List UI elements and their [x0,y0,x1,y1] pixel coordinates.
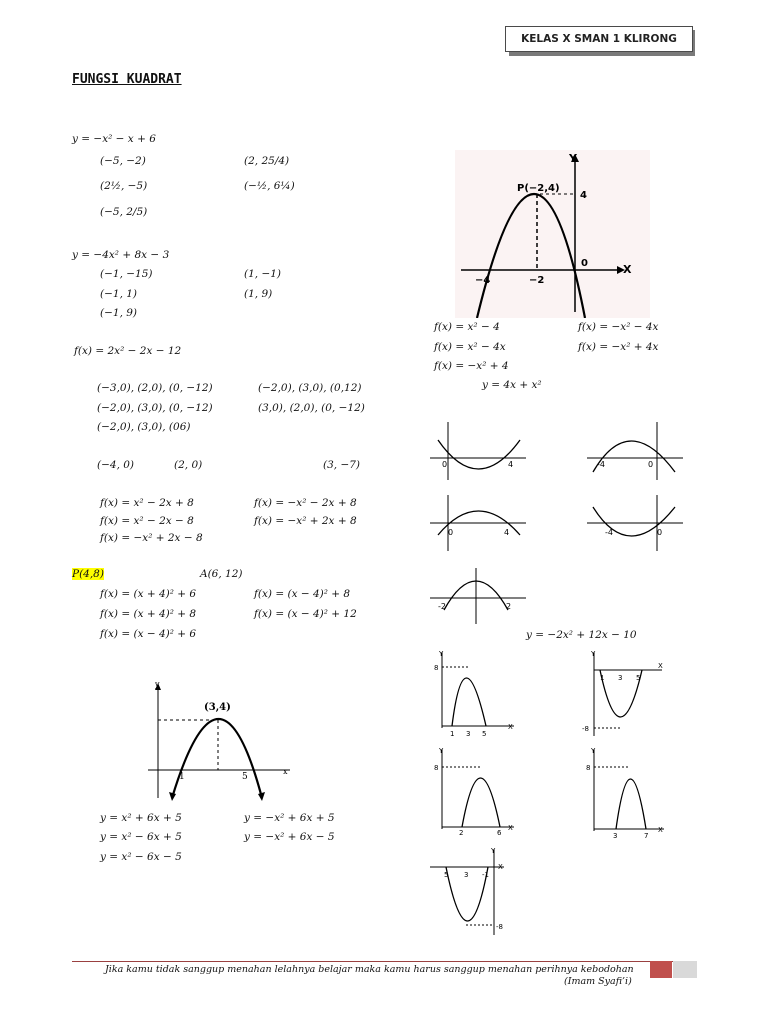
label-x3: 5 [636,674,641,682]
label-x2: 6 [497,829,502,837]
y-axis-letter: Y [591,747,596,755]
vertex-label: P(−2,4) [517,183,560,194]
label-x3: -1 [482,871,489,879]
q10-graph-e [428,845,523,937]
q3-option-e: (−2,0), (3,0), (06) [97,421,191,433]
q10-graph-b [580,648,670,738]
q3-equation: f(x) = 2x² − 2x − 12 [74,345,182,357]
header-badge [505,26,697,58]
y-axis-letter: Y [439,650,444,658]
q6-option-c: f(x) = (x + 4)² + 8 [100,608,197,620]
label-x2: 3 [466,730,471,738]
q6-option-a: f(x) = (x + 4)² + 6 [100,588,197,600]
parabola-curve [172,719,262,798]
q5-option-c: f(x) = x² − 2x − 8 [100,515,194,527]
q2-option-b: (1, −1) [244,268,282,280]
label-0: 0 [442,460,448,469]
q3-option-b: (−2,0), (3,0), (0,12) [258,382,362,394]
q5-option-d: f(x) = −x² + 2x + 8 [254,515,357,527]
q1-equation: y = −x² − x + 6 [72,133,156,145]
graph-vertex-p [455,150,650,318]
vertex-label: (3,4) [204,702,231,713]
q1-option-d: (−½, 6¼) [244,180,295,192]
page-title: FUNGSI KUADRAT [72,72,182,87]
q1-option-b: (2, 25/4) [244,155,290,167]
label-y: 8 [434,764,439,772]
label-4: 4 [508,460,514,469]
footer-accent-gray [673,961,697,978]
q7-option-a: y = x² + 6x + 5 [100,812,182,824]
y-axis-letter: y [155,680,160,689]
q6-option-b: f(x) = (x − 4)² + 8 [254,588,351,600]
label-neg4: -4 [597,460,605,469]
label-neg2: -2 [438,602,446,611]
q1-option-e: (−5, 2/5) [100,206,148,218]
q2-option-e: (−1, 9) [100,307,138,319]
footer-author: (Imam Syafi’i) [564,976,632,987]
x-axis-letter: X [498,863,503,871]
header-label: KELAS X SMAN 1 KLIRONG [505,26,693,52]
label-x2: 7 [644,832,649,840]
q4-option-a: (−4, 0) [97,459,135,471]
y-axis-letter: Y [591,650,596,658]
x-label-neg4: −4 [475,275,491,286]
label-2: 2 [506,602,512,611]
label-x1: 5 [444,871,449,879]
q2-equation: y = −4x² + 8x − 3 [72,249,170,261]
x-axis-letter: X [658,826,663,834]
x-axis-letter: x [283,767,288,776]
q3-option-a: (−3,0), (2,0), (0, −12) [97,382,213,394]
footer-divider [72,961,697,962]
q2-option-c: (−1, 1) [100,288,138,300]
label-x1: 1 [600,674,605,682]
q5-option-a: f(x) = x² − 2x + 8 [100,497,194,509]
q7-option-b: y = −x² + 6x + 5 [244,812,335,824]
x-label-neg2: −2 [529,275,545,286]
label-4: 4 [504,528,510,537]
q8-option-d: f(x) = −x² + 4x [578,341,659,353]
q9-graph-b [585,420,685,482]
x-axis-letter: X [508,824,513,832]
q10-graph-c [428,745,523,837]
label-y: -8 [496,923,503,931]
label-y: -8 [582,725,589,733]
origin-label: 0 [581,258,588,269]
q9-graph-d [585,493,685,553]
q7-option-d: y = −x² + 6x − 5 [244,831,335,843]
parabola-curve [462,778,500,827]
parabola-curve [593,441,675,472]
x-label-1: 1 [179,772,185,782]
x-axis-letter: X [658,662,663,670]
q9-graph-c [428,493,528,553]
q7-option-e: y = x² − 6x − 5 [100,851,182,863]
label-x1: 3 [613,832,618,840]
q6-option-e: f(x) = (x − 4)² + 6 [100,628,197,640]
x-axis-letter: X [508,723,513,731]
label-x3: 5 [482,730,487,738]
label-0: 0 [448,528,454,537]
q3-option-d: (3,0), (2,0), (0, −12) [258,402,365,414]
q8-option-a: f(x) = x² − 4 [434,321,500,333]
x-label-5: 5 [242,772,248,782]
q9-equation: y = 4x + x² [482,379,542,391]
label-x1: 1 [450,730,455,738]
footer-accent-red [650,961,672,978]
q8-option-b: f(x) = −x² − 4x [578,321,659,333]
q9-graph-a [428,420,528,482]
label-y: 8 [586,764,591,772]
parabola-curve [452,678,486,726]
q6-point-p: P(4,8) [72,568,104,580]
label-0: 0 [648,460,654,469]
q10-equation: y = −2x² + 12x − 10 [526,629,637,641]
q9-graph-e [428,566,528,626]
q7-parabola-graph [145,678,295,803]
label-neg4: -4 [605,528,613,537]
q5-option-b: f(x) = −x² − 2x + 8 [254,497,357,509]
q3-option-c: (−2,0), (3,0), (0, −12) [97,402,213,414]
y-axis-letter: Y [439,747,444,755]
q10-graph-d [580,745,670,840]
y-axis-letter: Y [491,847,496,855]
footer-quote: Jika kamu tidak sanggup menahan lelahnya belajar maka kamu harus sanggup menahan perihnya kebodohan [105,964,634,975]
q6-option-d: f(x) = (x − 4)² + 12 [254,608,357,620]
label-x2: 3 [618,674,623,682]
curve-arrow-left [169,792,176,801]
q1-option-c: (2½, −5) [100,180,148,192]
parabola-curve [616,779,646,829]
q4-option-c: (3, −7) [323,459,361,471]
q2-option-a: (−1, −15) [100,268,153,280]
q6-point-a: A(6, 12) [200,568,243,580]
q8-option-e: f(x) = −x² + 4 [434,360,509,372]
y-label-4: 4 [580,190,587,201]
q8-option-c: f(x) = x² − 4x [434,341,506,353]
label-y: 8 [434,664,439,672]
q4-option-b: (2, 0) [174,459,203,471]
curve-arrow-right [258,792,265,801]
q1-option-a: (−5, −2) [100,155,146,167]
y-axis-letter: Y [569,152,577,165]
q2-option-d: (1, 9) [244,288,273,300]
q5-option-e: f(x) = −x² + 2x − 8 [100,532,203,544]
q10-graph-a [428,648,523,738]
label-0: 0 [657,528,663,537]
label-x1: 2 [459,829,464,837]
q7-option-c: y = x² − 6x + 5 [100,831,182,843]
label-x2: 3 [464,871,469,879]
x-axis-letter: X [623,263,632,276]
